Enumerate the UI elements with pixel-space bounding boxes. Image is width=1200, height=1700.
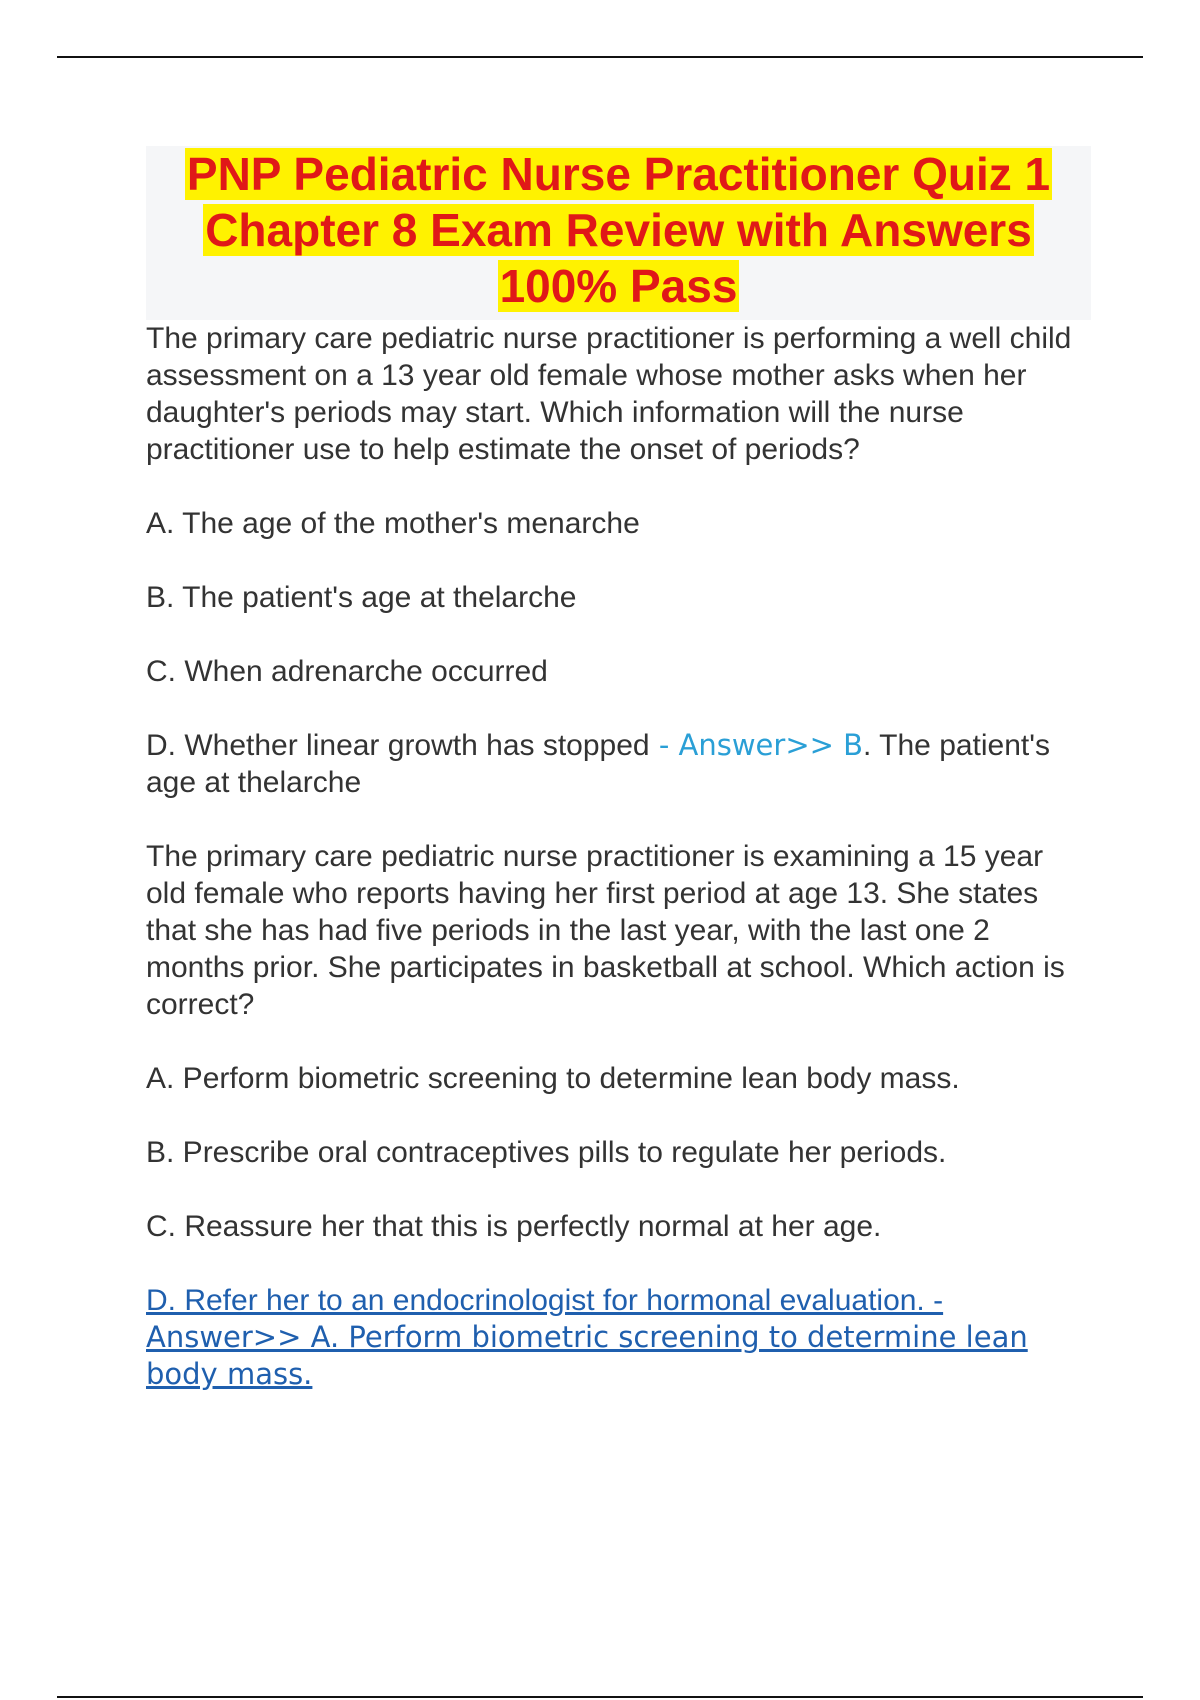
question-1-answer-marker: - Answer>> B — [649, 728, 864, 762]
document-content — [146, 146, 1091, 1423]
bottom-rule — [57, 1696, 1143, 1698]
question-2-option-b: B. Prescribe oral contraceptives pills to regulate her periods. — [146, 1136, 947, 1169]
question-1-answer-text: . The patient's age at thelarche — [146, 729, 1050, 799]
question-2-option-d[interactable]: D. Refer her to an endocrinologist for hormonal evaluation. - — [146, 1284, 944, 1317]
question-2-option-c: C. Reassure her that this is perfectly normal at her age. — [146, 1210, 882, 1243]
document-title: PNP Pediatric Nurse Practitioner Quiz 1 Chapter 8 Exam Review with Answers 100% Pass — [186, 148, 1051, 312]
question-1-option-a: A. The age of the mother's menarche — [146, 507, 640, 540]
question-2-option-d-answer-link[interactable] — [146, 1282, 1091, 1393]
question-1-stem: The primary care pediatric nurse practitioner is performing a well child assessment on a 13 year old female whose mother asks when her daughter's periods may start. Which information will the nurse practitioner use to help estimate the onset of periods? — [146, 322, 1072, 466]
question-1-option-d: D. Whether linear growth has stopped — [146, 729, 650, 762]
question-1-option-d-with-answer — [146, 727, 1091, 801]
question-2-answer-text[interactable]: Answer>> A. Perform biometric screening to determine lean body mass. — [146, 1320, 1028, 1391]
title-band — [146, 146, 1091, 320]
top-rule — [57, 56, 1143, 58]
question-2-option-a: A. Perform biometric screening to determine lean body mass. — [146, 1062, 960, 1095]
question-1-option-c: C. When adrenarche occurred — [146, 655, 548, 688]
question-1-option-b: B. The patient's age at thelarche — [146, 581, 577, 614]
question-2-stem: The primary care pediatric nurse practitioner is examining a 15 year old female who reports having her first period at age 13. She states that she has had five periods in the last year, with the last one 2 months prior. She participates in basketball at school. Which action is correct? — [146, 840, 1065, 1021]
